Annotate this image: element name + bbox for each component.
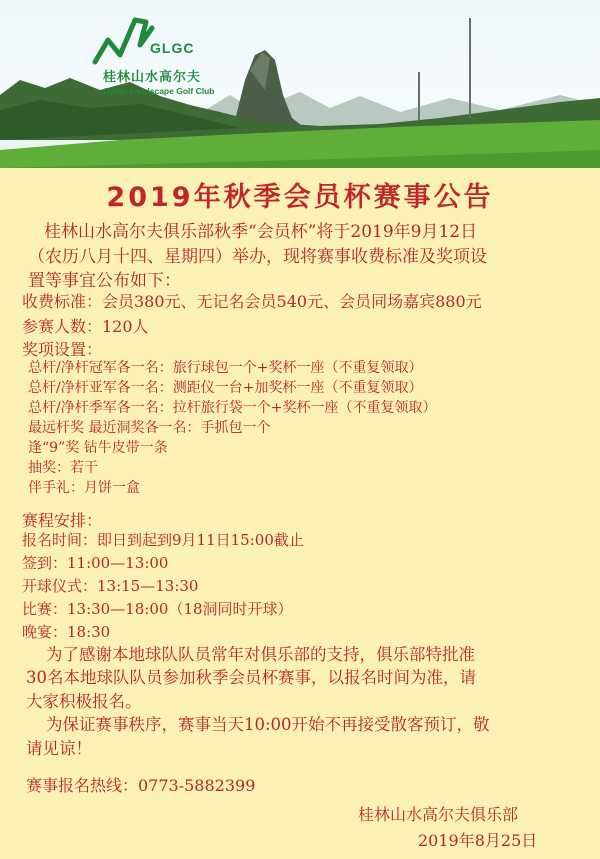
logo-abbreviation: GLGC [150,40,195,56]
notice-line: 为了感谢本地球队队员常年对俱乐部的支持，俱乐部特批准 [46,645,475,664]
intro-line: 置等事宜公布如下： [28,271,181,291]
schedule-item: 报名时间：即日到起到9月11日15:00截止 [22,531,304,549]
notice-line: 30名本地球队队员参加秋季会员杯赛事，以报名时间为准，请 [26,668,476,687]
hotline: 赛事报名热线：0773-5882399 [26,776,256,795]
logo [103,66,214,96]
notice-line: 为保证赛事秩序，赛事当天10:00开始不再接受散客预订，敬 [46,715,490,734]
award-item: 最远杆奖 最近洞奖各一名：手抓包一个 [28,420,271,436]
award-item: 逢“9”奖 钻牛皮带一条 [28,440,168,456]
award-item: 伴手礼：月饼一盒 [28,480,140,496]
header-banner [0,0,600,168]
participant-count: 参赛人数：120人 [22,317,149,336]
signature-date: 2019年8月25日 [418,831,538,850]
page-title: 2019年秋季会员杯赛事公告 [106,182,494,213]
schedule-item: 比赛：13:30—18:00（18洞同时开球） [22,600,293,618]
award-item: 总杆/净杆亚军各一名：测距仪一台+加奖杯一座（不重复领取） [28,380,423,396]
signature-org: 桂林山水高尔夫俱乐部 [358,805,519,824]
schedule-item: 开球仪式：13:15—13:30 [22,577,199,595]
award-item: 总杆/净杆冠军各一名：旅行球包一个+奖杯一座（不重复领取） [28,360,423,376]
logo-chinese-name: 桂林山水高尔夫 [103,70,202,85]
schedule-heading: 赛程安排： [22,511,103,530]
notice-line: 大家积极报名。 [26,692,142,711]
landscape-photo [0,0,600,168]
award-item: 抽奖：若干 [28,460,98,476]
schedule-item: 签到：11:00—13:00 [22,554,169,572]
schedule-item: 晚宴：18:30 [22,623,111,641]
award-item: 总杆/净杆季军各一名：拉杆旅行袋一个+奖杯一座（不重复领取） [28,400,437,416]
intro-line: （农历八月十四、星期四）举办，现将赛事收费标准及奖项设 [28,247,487,267]
intro-line: 桂林山水高尔夫俱乐部秋季“会员杯”将于2019年9月12日 [44,222,478,242]
awards-heading: 奖项设置： [22,340,103,359]
fee-standard: 收费标准：会员380元、无记名会员540元、会员同场嘉宾880元 [22,292,482,311]
logo-english-name: Guilin Landscape Golf Club [103,86,215,96]
notice-line: 请见谅！ [26,739,92,758]
